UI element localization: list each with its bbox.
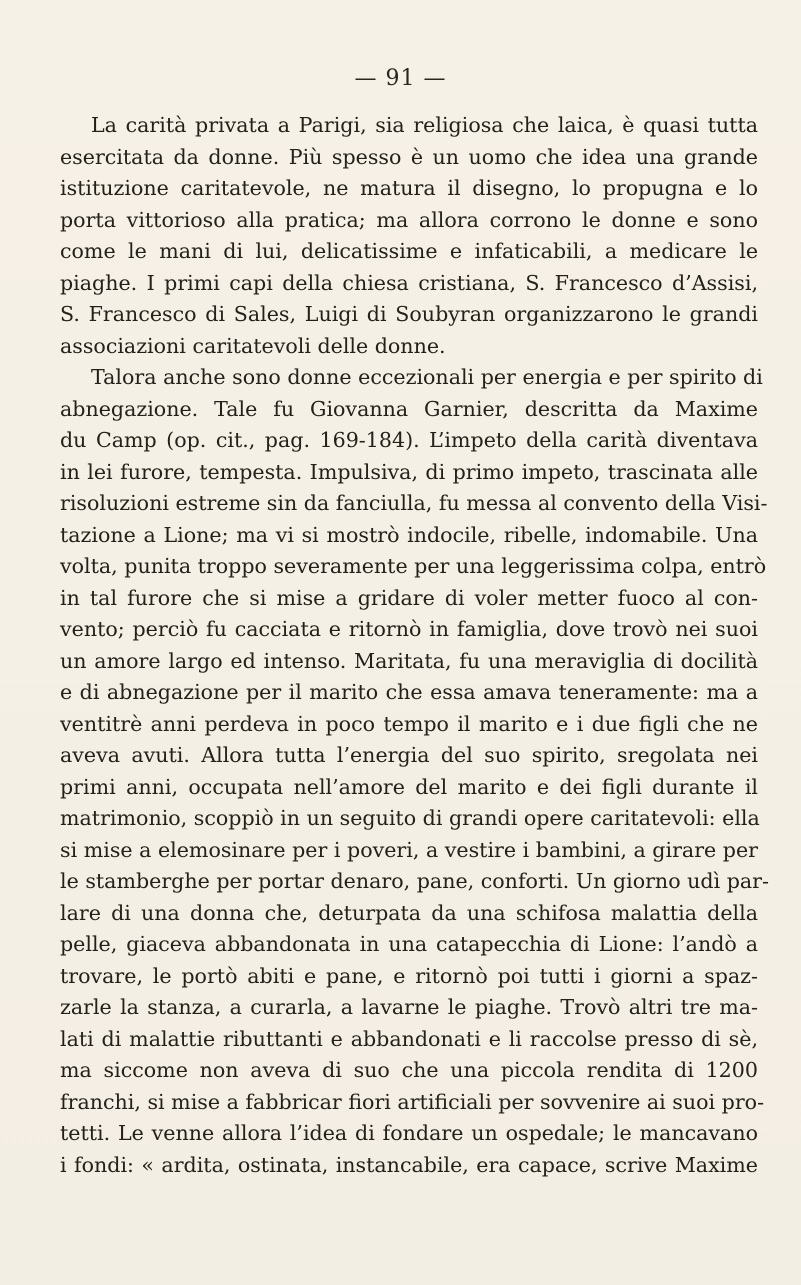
page-number: — 91 —	[354, 66, 447, 91]
text-line: volta, punita troppo severamente per una leggerissima colpa, entrò	[60, 554, 767, 578]
text-line: lati di malattie ributtanti e abbandonati e li raccolse presso di sè,	[60, 1026, 758, 1051]
text-line: La carità privata a Parigi, sia religiosa che laica, è quasi tutta	[91, 113, 758, 137]
text-line: S. Francesco di Sales, Luigi di Soubyran organizzarono le grandi	[60, 302, 758, 326]
text-line: porta vittorioso alla pratica; ma allora corrono le donne e sono	[60, 207, 758, 232]
paragraph-2	[60, 362, 769, 1181]
text-line: ventitrè anni perdeva in poco tempo il marito e i due figli che ne	[60, 711, 758, 736]
text-line: le stamberghe per portar denaro, pane, conforti. Un giorno udì par-	[60, 869, 769, 893]
text-line: istituzione caritatevole, ne matura il disegno, lo propugna e lo	[60, 176, 758, 200]
text-line: Talora anche sono donne eccezionali per energia e per spirito di	[91, 365, 763, 389]
text-line: risoluzioni estreme sin da fanciulla, fu messa al convento della Visi-	[60, 491, 768, 515]
text-line: trovare, le portò abiti e pane, e ritornò poi tutti i giorni a spaz-	[60, 963, 758, 988]
text-line: vento; perciò fu cacciata e ritornò in famiglia, dove trovò nei suoi	[60, 617, 758, 641]
text-line: si mise a elemosinare per i poveri, a vestire i bambini, a girare per	[60, 837, 758, 862]
text-line: zarle la stanza, a curarla, a lavarne le piaghe. Trovò altri tre ma-	[60, 995, 758, 1019]
text-line: franchi, si mise a fabbricar fiori artificiali per sovvenire ai suoi pro-	[60, 1089, 765, 1114]
text-line: pelle, giaceva abbandonata in una catapecchia di Lione: l’andò a	[60, 932, 758, 956]
text-line: primi anni, occupata nell’amore del marito e dei figli durante il	[60, 774, 758, 799]
body-text	[60, 110, 769, 1181]
text-line: ma siccome non aveva di suo che una piccola rendita di 1200	[60, 1058, 758, 1082]
text-line: matrimonio, scoppiò in un seguito di grandi opere caritatevoli: ella	[60, 806, 760, 830]
paragraph-1	[60, 110, 758, 362]
text-line: e di abnegazione per il marito che essa amava teneramente: ma a	[60, 680, 758, 704]
text-line: esercitata da donne. Più spesso è un uomo che idea una grande	[60, 144, 758, 169]
text-line: un amore largo ed intenso. Maritata, fu una meraviglia di docilità	[60, 648, 758, 673]
text-line: tetti. Le venne allora l’idea di fondare un ospedale; le mancavano	[60, 1121, 758, 1145]
text-line: come le mani di lui, delicatissime e infaticabili, a medicare le	[60, 239, 758, 263]
text-line: piaghe. I primi capi della chiesa cristiana, S. Francesco d’Assisi,	[60, 270, 758, 295]
text-line: in tal furore che si mise a gridare di voler metter fuoco al con-	[60, 585, 758, 610]
text-line: in lei furore, tempesta. Impulsiva, di primo impeto, trascinata alle	[60, 459, 758, 484]
text-line: lare di una donna che, deturpata da una schifosa malattia della	[60, 900, 758, 925]
text-line: abnegazione. Tale fu Giovanna Garnier, descritta da Maxime	[60, 396, 758, 421]
text-line: i fondi: « ardita, ostinata, instancabile, era capace, scrive Maxime	[60, 1152, 758, 1177]
text-line: du Camp (op. cit., pag. 169-184). L’impeto della carità diventava	[60, 428, 758, 452]
text-line: tazione a Lione; ma vi si mostrò indocile, ribelle, indomabile. Una	[60, 522, 758, 547]
text-line: associazioni caritatevoli delle donne.	[60, 333, 446, 358]
text-line: aveva avuti. Allora tutta l’energia del suo spirito, sregolata nei	[60, 743, 758, 767]
